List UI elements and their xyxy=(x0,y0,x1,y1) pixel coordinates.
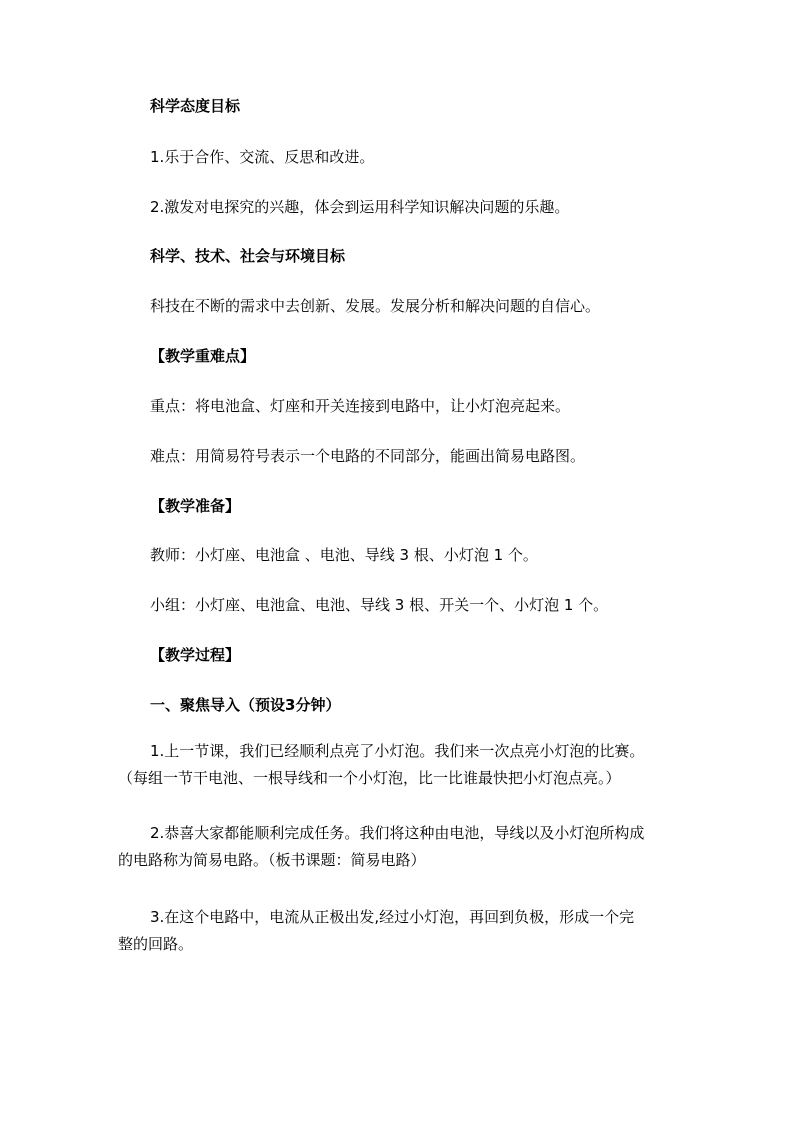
process-item-1-line1: 1.上一节课，我们已经顺利点亮了小灯泡。我们来一次点亮小灯泡的比赛。 xyxy=(150,742,645,760)
process-item-3-line1: 3.在这个电路中，电流从正极出发,经过小灯泡，再回到负极，形成一个完 xyxy=(150,908,635,926)
sts-heading: 科学、技术、社会与环境目标 xyxy=(150,247,346,265)
process-item-3 xyxy=(118,904,678,958)
process-heading: 【教学过程】 xyxy=(150,646,241,664)
key-points-heading: 【教学重难点】 xyxy=(150,347,256,365)
process-item-1 xyxy=(118,738,678,792)
process-item-2-line2: 的电路称为简易电路。（板书课题：简易电路） xyxy=(118,851,426,869)
process-item-3-line2: 整的回路。 xyxy=(118,935,194,953)
prep-teacher: 教师：小灯座、电池盒 、电池、导线 3 根、小灯泡 1 个。 xyxy=(150,546,538,564)
process-item-2-line1: 2.恭喜大家都能顺利完成任务。我们将这种由电池，导线以及小灯泡所构成 xyxy=(150,824,645,842)
attitude-heading: 科学态度目标 xyxy=(150,97,241,115)
difficulty: 难点：用简易符号表示一个电路的不同部分，能画出简易电路图。 xyxy=(150,447,586,465)
process-item-1-line2: （每组一节干电池、一根导线和一个小灯泡，比一比谁最快把小灯泡点亮。） xyxy=(118,769,621,787)
attitude-item-2: 2.激发对电探究的兴趣，体会到运用科学知识解决问题的乐趣。 xyxy=(150,198,570,216)
prep-heading: 【教学准备】 xyxy=(150,497,241,515)
key-point: 重点：将电池盒、灯座和开关连接到电路中，让小灯泡亮起来。 xyxy=(150,397,571,415)
process-item-2 xyxy=(118,820,678,874)
sts-text: 科技在不断的需求中去创新、发展。发展分析和解决问题的自信心。 xyxy=(150,297,601,315)
prep-group: 小组：小灯座、电池盒、电池、导线 3 根、开关一个、小灯泡 1 个。 xyxy=(150,596,609,614)
attitude-item-1: 1.乐于合作、交流、反思和改进。 xyxy=(150,148,375,166)
section1-heading: 一、聚焦导入（预设3分钟） xyxy=(150,696,341,714)
